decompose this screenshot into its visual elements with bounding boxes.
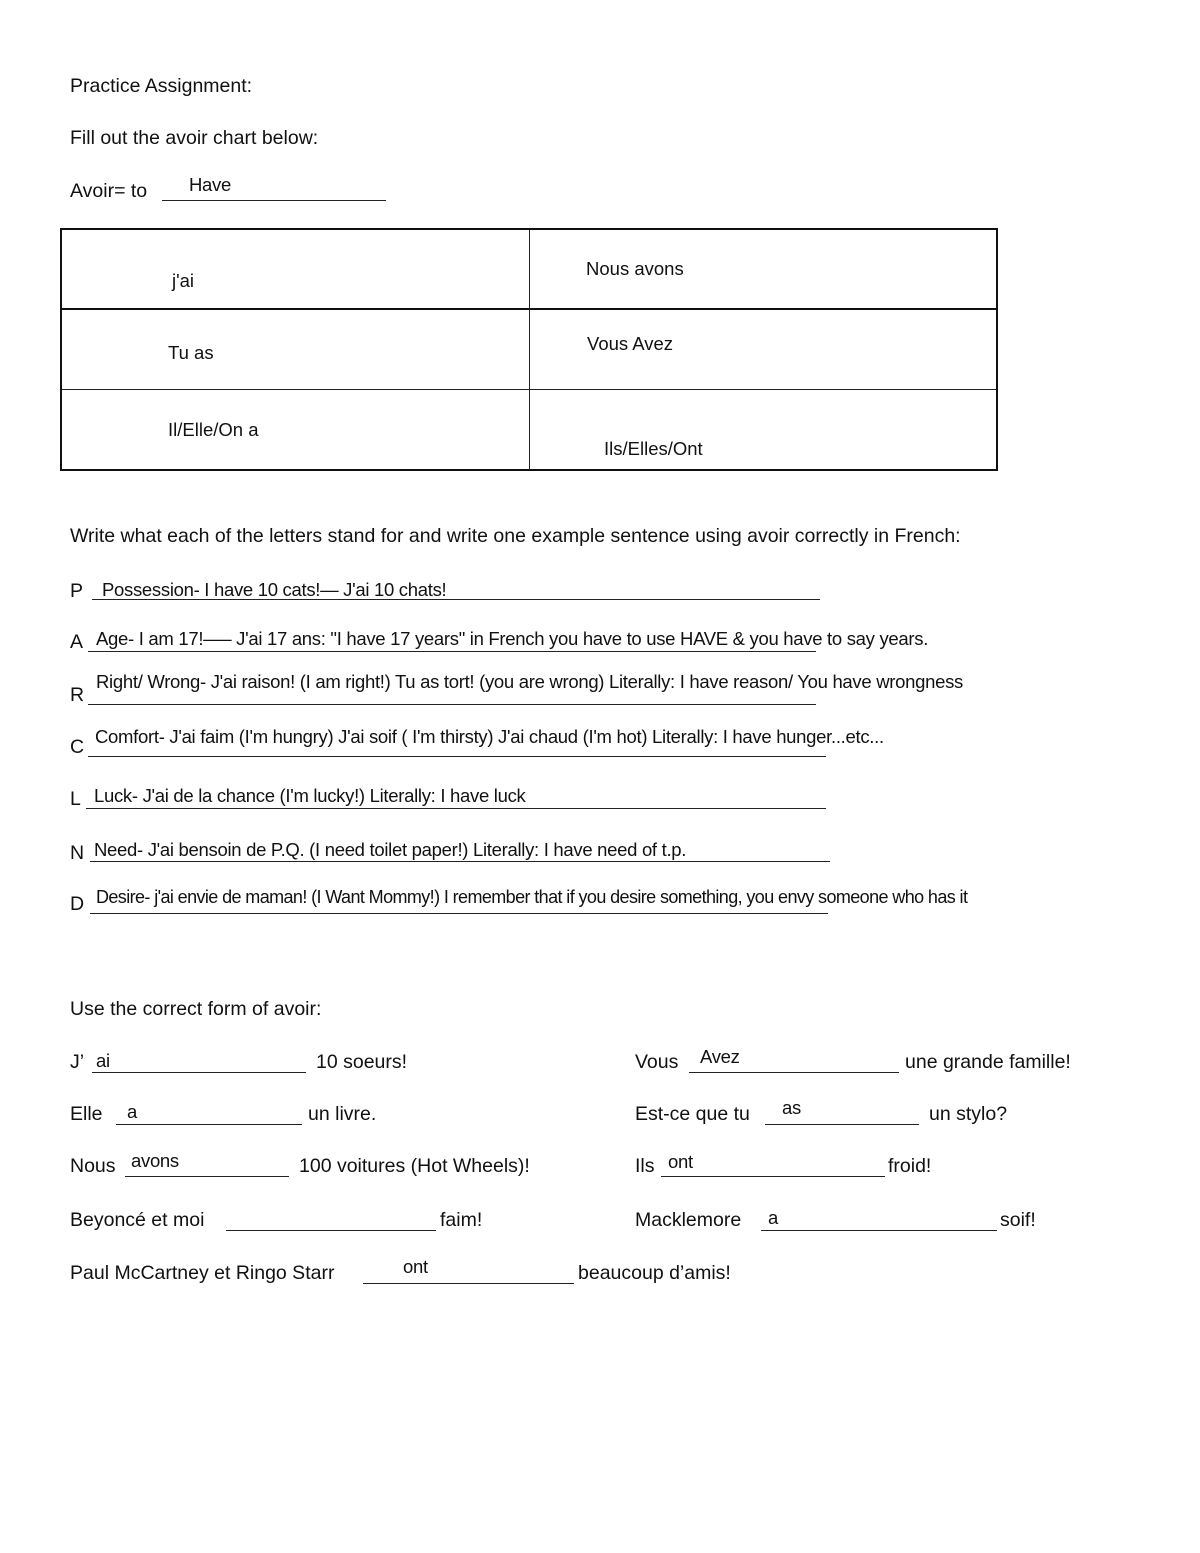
answer-line bbox=[88, 756, 826, 757]
fill-answer: a bbox=[127, 1101, 137, 1122]
chart-cell: Nous avons bbox=[586, 258, 684, 279]
letter-answer: Age- I am 17!—– J'ai 17 ans: "I have 17 years" in French you have to use HAVE & you have to say years. bbox=[96, 628, 929, 649]
fill-suffix: 100 voitures (Hot Wheels)! bbox=[299, 1155, 530, 1177]
fill-suffix: faim! bbox=[440, 1209, 483, 1231]
letter-label: D bbox=[70, 893, 85, 915]
fill-prompt: Elle bbox=[70, 1103, 103, 1125]
chart-instruction: Fill out the avoir chart below: bbox=[70, 127, 319, 149]
fill-prompt: J’ bbox=[70, 1051, 85, 1073]
chart-divider bbox=[529, 230, 530, 469]
fill-prompt: Nous bbox=[70, 1155, 116, 1177]
fill-prompt: Est-ce que tu bbox=[635, 1103, 750, 1125]
letter-label: C bbox=[70, 736, 85, 758]
letter-answer: Right/ Wrong- J'ai raison! (I am right!) Tu as tort! (you are wrong) Literally: I have reason/ You have wrongness bbox=[96, 671, 963, 692]
fill-blank-line bbox=[226, 1230, 436, 1231]
answer-line bbox=[90, 861, 830, 862]
chart-cell: Tu as bbox=[168, 342, 214, 363]
fill-suffix: 10 soeurs! bbox=[316, 1051, 408, 1073]
letter-answer: Possession- I have 10 cats!— J'ai 10 chats! bbox=[102, 579, 447, 600]
conjugation-chart bbox=[60, 228, 998, 471]
fill-answer: ont bbox=[668, 1151, 693, 1172]
avoir-answer: Have bbox=[189, 174, 231, 195]
page-title: Practice Assignment: bbox=[70, 75, 253, 97]
letters-instruction: Write what each of the letters stand for and write one example sentence using avoir correctly in French: bbox=[70, 525, 961, 547]
fill-prompt: Ils bbox=[635, 1155, 655, 1177]
letter-answer: Need- J'ai bensoin de P.Q. (I need toilet paper!) Literally: I have need of t.p. bbox=[94, 839, 687, 860]
fill-blank-line bbox=[661, 1176, 885, 1177]
fill-blank-line bbox=[689, 1072, 899, 1073]
fill-prompt: Vous bbox=[635, 1051, 679, 1073]
fill-answer: ont bbox=[403, 1256, 428, 1277]
letter-label: A bbox=[70, 631, 84, 653]
avoir-label: Avoir= to bbox=[70, 180, 148, 202]
fill-blank-line bbox=[92, 1072, 306, 1073]
fill-blank-line bbox=[363, 1283, 574, 1284]
chart-cell: Ils/Elles/Ont bbox=[604, 438, 703, 459]
answer-line bbox=[88, 651, 816, 652]
fill-suffix: beaucoup d’amis! bbox=[578, 1262, 731, 1284]
fill-suffix: une grande famille! bbox=[905, 1051, 1071, 1073]
fill-suffix: froid! bbox=[888, 1155, 932, 1177]
fill-prompt: Macklemore bbox=[635, 1209, 742, 1231]
chart-cell: Il/Elle/On a bbox=[168, 419, 259, 440]
letter-label: R bbox=[70, 684, 85, 706]
fill-answer: a bbox=[768, 1207, 778, 1228]
answer-line bbox=[86, 808, 826, 809]
fill-instruction: Use the correct form of avoir: bbox=[70, 998, 322, 1020]
fill-prompt: Beyoncé et moi bbox=[70, 1209, 205, 1231]
fill-prompt: Paul McCartney et Ringo Starr bbox=[70, 1262, 335, 1284]
fill-answer: avons bbox=[131, 1150, 179, 1171]
chart-cell: Vous Avez bbox=[587, 333, 674, 354]
fill-answer: as bbox=[782, 1097, 801, 1118]
fill-blank-line bbox=[116, 1124, 302, 1125]
fill-suffix: un stylo? bbox=[929, 1103, 1008, 1125]
fill-suffix: un livre. bbox=[308, 1103, 377, 1125]
fill-blank-line bbox=[761, 1230, 997, 1231]
fill-answer: ai bbox=[96, 1050, 110, 1071]
answer-line bbox=[90, 913, 828, 914]
letter-answer: Desire- j'ai envie de maman! (I Want Mommy!) I remember that if you desire something, you envy someone who has it bbox=[96, 887, 968, 907]
answer-line bbox=[88, 704, 816, 705]
avoir-answer-line bbox=[162, 200, 386, 201]
letter-label: L bbox=[70, 788, 81, 810]
fill-blank-line bbox=[125, 1176, 289, 1177]
letter-label: P bbox=[70, 580, 84, 602]
letter-answer: Luck- J'ai de la chance (I'm lucky!) Literally: I have luck bbox=[94, 785, 526, 806]
fill-suffix: soif! bbox=[1000, 1209, 1036, 1231]
fill-answer: Avez bbox=[700, 1046, 740, 1067]
fill-blank-line bbox=[765, 1124, 919, 1125]
letter-label: N bbox=[70, 842, 85, 864]
chart-cell: j'ai bbox=[172, 270, 195, 291]
letter-answer: Comfort- J'ai faim (I'm hungry) J'ai soif ( I'm thirsty) J'ai chaud (I'm hot) Literally: I have hunger...etc... bbox=[95, 726, 884, 747]
